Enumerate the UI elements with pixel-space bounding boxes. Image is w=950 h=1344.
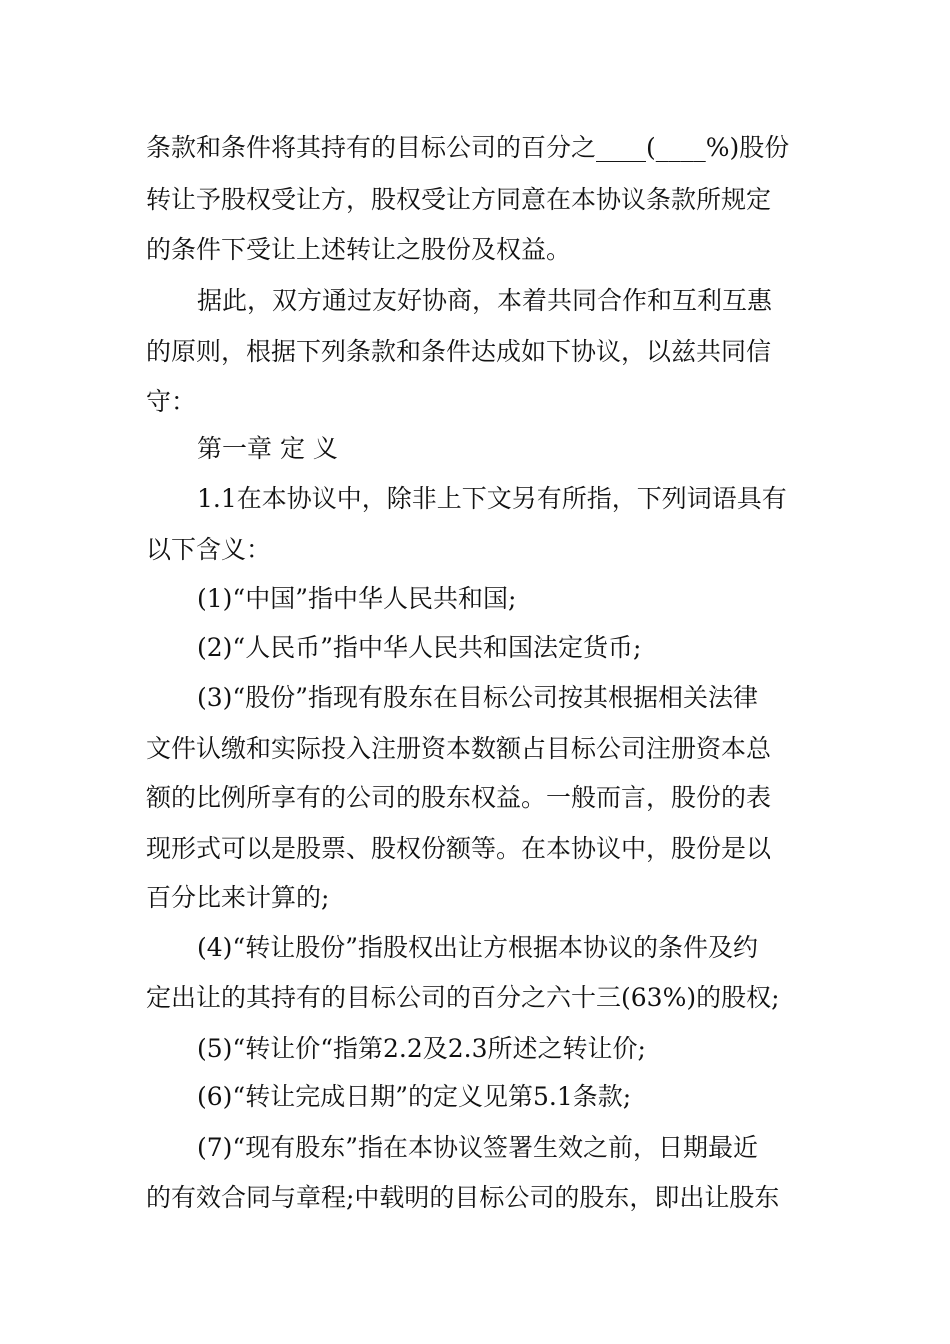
text-line: 条款和条件将其持有的目标公司的百分之____(____%)股份 (146, 133, 790, 162)
text-line: (7)“现有股东”指在本协议签署生效之前，日期最近 (197, 1133, 758, 1162)
text-line: (3)“股份”指现有股东在目标公司按其根据相关法律 (197, 683, 758, 712)
text-line: (5)“转让价“指第2.2及2.3所述之转让价; (197, 1034, 646, 1063)
text-line: 的有效合同与章程;中载明的目标公司的股东，即出让股东 (146, 1183, 780, 1212)
text-line: 文件认缴和实际投入注册资本数额占目标公司注册资本总 (146, 734, 772, 763)
text-line: 据此，双方通过友好协商，本着共同合作和互利互惠 (197, 286, 773, 315)
text-line: 的条件下受让上述转让之股份及权益。 (146, 235, 572, 264)
text-line: 守： (146, 387, 197, 416)
text-line: 1.1在本协议中，除非上下文另有所指，下列词语具有 (197, 484, 787, 513)
text-line: 转让予股权受让方，股权受让方同意在本协议条款所规定 (146, 185, 772, 214)
chapter-heading: 第一章 定 义 (197, 434, 338, 463)
text-line: 现形式可以是股票、股权份额等。在本协议中，股份是以 (146, 834, 772, 863)
text-line: 百分比来计算的; (146, 883, 330, 912)
text-line: 以下含义： (146, 535, 272, 564)
text-line: 的原则，根据下列条款和条件达成如下协议，以兹共同信 (146, 337, 772, 366)
text-line: 额的比例所享有的公司的股东权益。一般而言，股份的表 (146, 783, 772, 812)
text-line: (4)“转让股份”指股权出让方根据本协议的条件及约 (197, 933, 758, 962)
text-line: 定出让的其持有的目标公司的百分之六十三(63%)的股权; (146, 983, 780, 1012)
text-line: (1)“中国”指中华人民共和国; (197, 584, 517, 613)
text-line: (2)“人民币”指中华人民共和国法定货币; (197, 633, 642, 662)
text-line: (6)“转让完成日期”的定义见第5.1条款; (197, 1082, 632, 1111)
